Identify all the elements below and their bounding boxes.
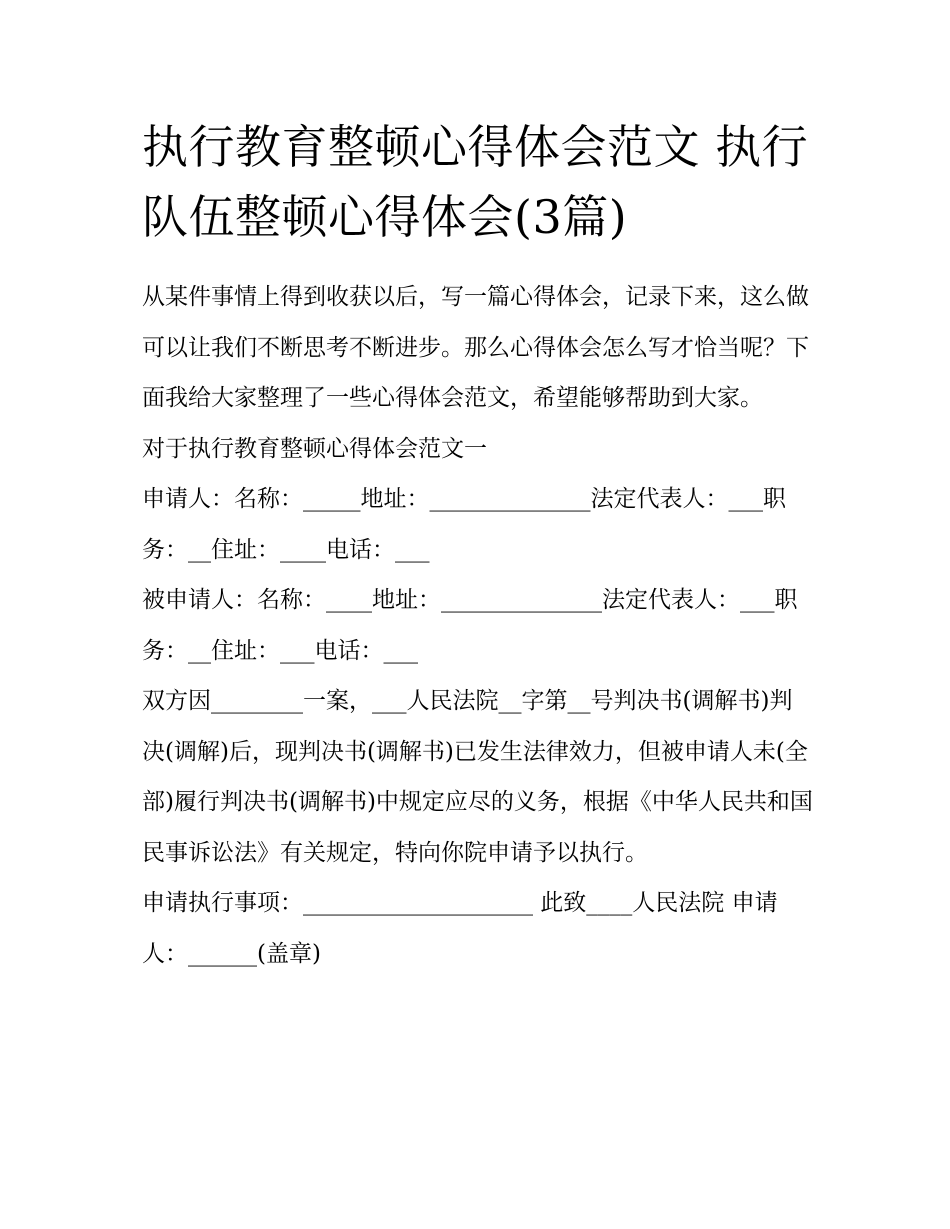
- intro-paragraph: 从某件事情上得到收获以后，写一篇心得体会，记录下来，这么做可以让我们不断思考不断进步。那么心得体会怎么写才恰当呢？下面我给大家整理了一些心得体会范文，希望能够帮助到大家。: [142, 284, 809, 411]
- document-page: [142, 112, 814, 979]
- section-heading: 对于执行教育整顿心得体会范文一: [142, 435, 487, 462]
- document-body: [142, 272, 814, 979]
- execution-request: 申请执行事项：____________________ 此致____人民法院 申请人：______(盖章): [142, 890, 778, 967]
- applicant-info: 申请人：名称：_____地址：______________法定代表人：___职务：__住址：____电话：___: [142, 486, 786, 563]
- document-title: 执行教育整顿心得体会范文 执行队伍整顿心得体会(3篇): [142, 120, 809, 244]
- case-statement: 双方因________一案，___人民法院__字第__号判决书(调解书)判决(调解)后，现判决书(调解书)已发生法律效力，但被申请人未(全部)履行判决书(调解书)中规定应尽的义务，根据《中华人民共和国民事诉讼法》有关规定，特向你院申请予以执行。: [142, 688, 813, 866]
- respondent-info: 被申请人：名称：____地址：______________法定代表人：___职务：__住址：___电话：___: [142, 587, 798, 664]
